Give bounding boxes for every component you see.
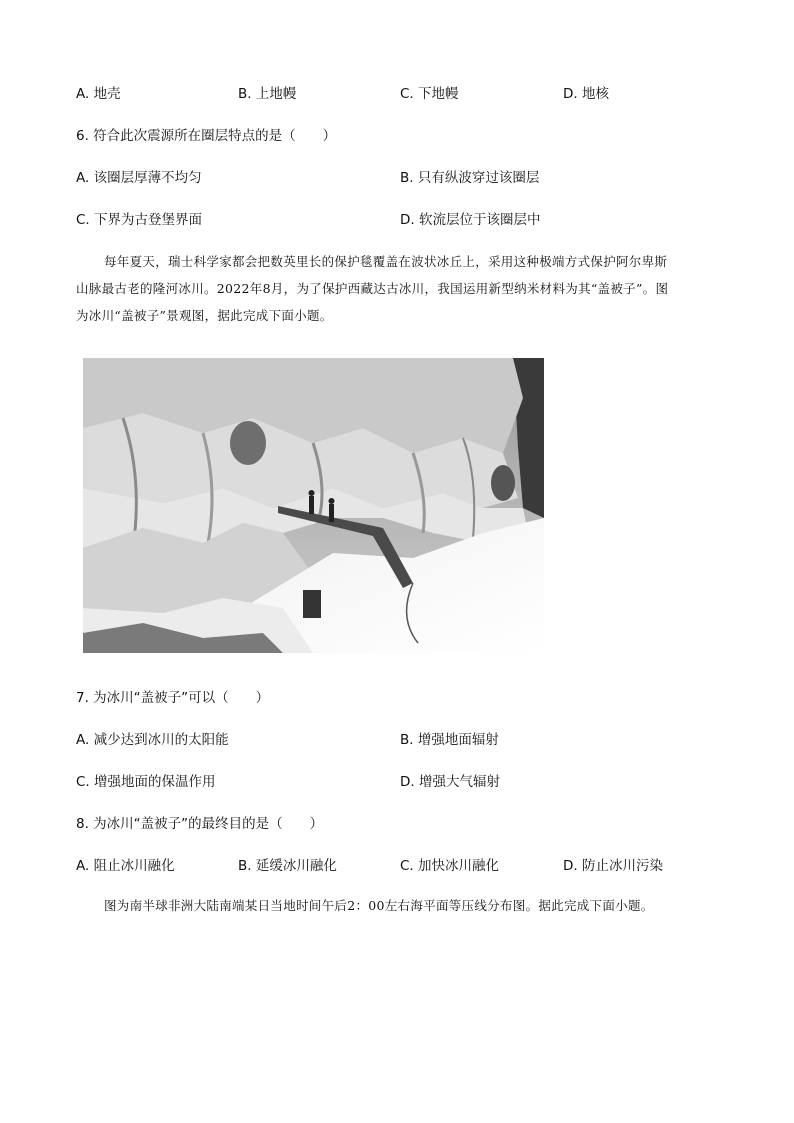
- passage2-line1: 图为南半球非洲大陆南端某日当地时间午后2：00左右海平面等压线分布图。据此完成下面小题。: [104, 898, 654, 913]
- q8-option-b: B. 延缓冰川融化: [238, 858, 337, 874]
- q6-option-c: C. 下界为古登堡界面: [76, 212, 203, 228]
- passage1-line2: 山脉最古老的隆河冰川。2022年8月，为了保护西藏达古冰川，我国运用新型纳米材料为其“盖被子”。图: [76, 281, 669, 296]
- q8-stem: 8. 为冰川“盖被子”的最终目的是（ ）: [76, 816, 324, 832]
- q8-option-c: C. 加快冰川融化: [400, 858, 500, 874]
- passage1-line3: 为冰川“盖被子”景观图，据此完成下面小题。: [76, 308, 333, 323]
- q8-option-a: A. 阻止冰川融化: [76, 858, 175, 874]
- q6-stem: 6. 符合此次震源所在圈层特点的是（ ）: [76, 128, 337, 144]
- q7-option-d: D. 增强大气辐射: [400, 774, 500, 790]
- q5-option-c: C. 下地幔: [400, 86, 459, 102]
- q8-option-d: D. 防止冰川污染: [563, 858, 663, 874]
- q7-option-b: B. 增强地面辐射: [400, 732, 499, 748]
- q6-option-d: D. 软流层位于该圈层中: [400, 212, 541, 228]
- q7-option-c: C. 增强地面的保温作用: [76, 774, 216, 790]
- glacier-blanket-photo: [83, 358, 544, 653]
- q5-option-a: A. 地壳: [76, 86, 121, 102]
- q5-option-d: D. 地核: [563, 86, 609, 102]
- q7-option-a: A. 减少达到冰川的太阳能: [76, 732, 229, 748]
- q5-option-b: B. 上地幔: [238, 86, 297, 102]
- q6-option-b: B. 只有纵波穿过该圈层: [400, 170, 540, 186]
- q7-stem: 7. 为冰川“盖被子”可以（ ）: [76, 690, 270, 706]
- q6-option-a: A. 该圈层厚薄不均匀: [76, 170, 202, 186]
- passage1-line1: 每年夏天，瑞士科学家都会把数英里长的保护毯覆盖在波状冰丘上，采用这种极端方式保护阿尔卑斯: [104, 254, 668, 269]
